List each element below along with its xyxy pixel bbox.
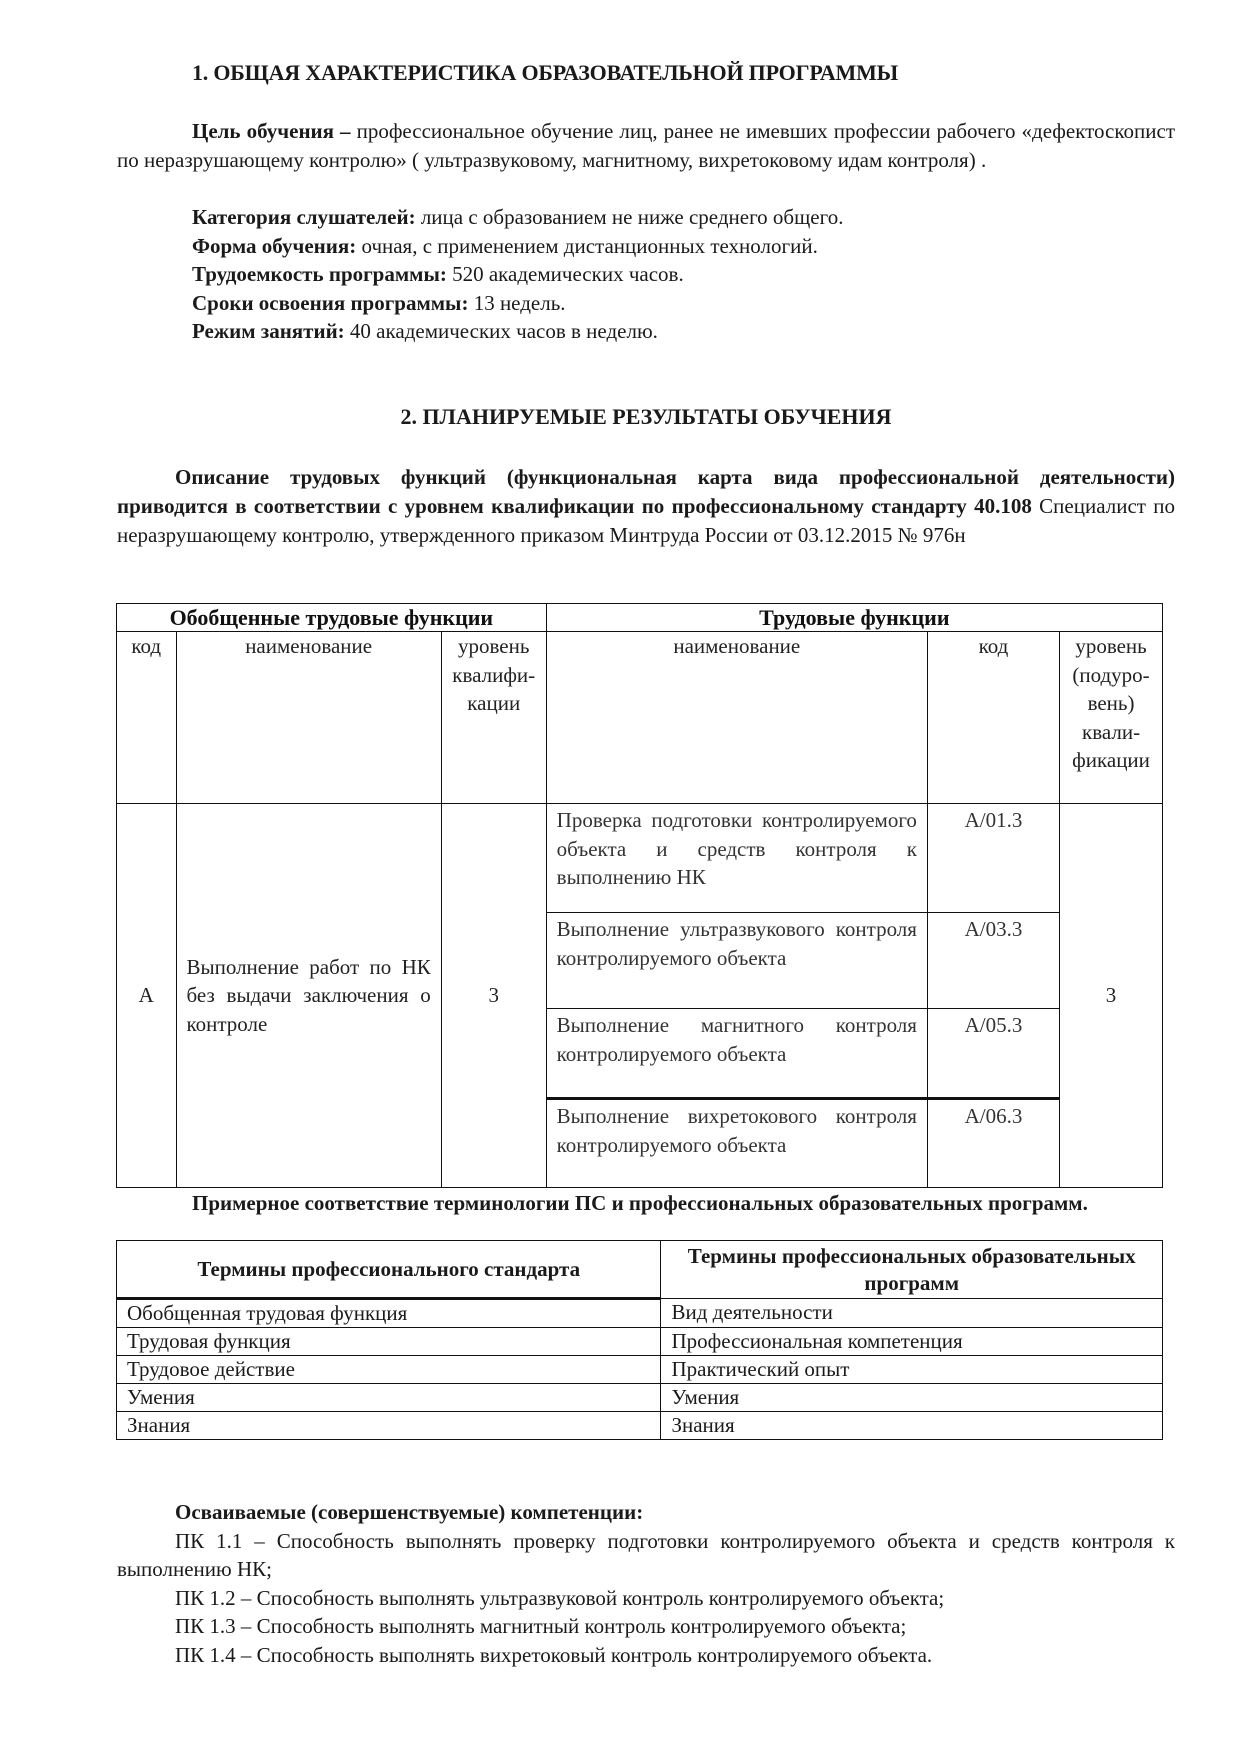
group-header-generalized: Обобщенные трудовые функции <box>117 604 547 632</box>
competency-item: ПК 1.3 – Способность выполнять магнитный контроль контролируемого объекта; <box>175 1614 907 1638</box>
column-header: наименование <box>546 632 927 804</box>
goal-label: Цель обучения – <box>192 119 351 143</box>
table-row <box>117 1412 1163 1440</box>
function-code: A/05.3 <box>927 1009 1059 1099</box>
fact-value: 520 академических часов. <box>446 262 684 286</box>
fact-label: Режим занятий: <box>192 319 345 343</box>
competencies-title: Осваиваемые (совершенствуемые) компетенции: <box>175 1500 644 1524</box>
competency-item: ПК 1.1 – Способность выполнять проверку подготовки контролируемого объекта и средств контроля к выполнению НК; <box>117 1528 1175 1581</box>
table-row <box>117 1299 1163 1328</box>
group-header-functions: Трудовые функции <box>546 604 1162 632</box>
generalized-name: Выполнение работ по НК без выдачи заключения о контроле <box>176 804 441 1188</box>
functions-level: 3 <box>1060 804 1163 1188</box>
terminology-intro-text: Примерное соответствие терминологии ПС и профессиональных образовательных программ. <box>192 1191 1088 1215</box>
column-header: уровень (подуро-вень) квали-фикации <box>1060 632 1163 804</box>
generalized-level: 3 <box>441 804 546 1188</box>
functions-description-paragraph <box>117 463 1175 550</box>
fact-duration <box>192 289 843 318</box>
column-header: код <box>927 632 1059 804</box>
section-1-heading: 1. ОБЩАЯ ХАРАКТЕРИСТИКА ОБРАЗОВАТЕЛЬНОЙ ПРОГРАММЫ <box>192 60 899 85</box>
fact-workload <box>192 260 843 289</box>
function-name: Выполнение ультразвукового контроля контролируемого объекта <box>546 913 927 1009</box>
ps-term: Трудовое действие <box>117 1356 661 1384</box>
function-code: A/01.3 <box>927 804 1059 913</box>
column-header: наименование <box>176 632 441 804</box>
fact-label: Категория слушателей: <box>192 205 416 229</box>
training-goal-paragraph <box>117 117 1175 175</box>
competency-item: ПК 1.2 – Способность выполнять ультразвуковой контроль контролируемого объекта; <box>175 1585 945 1610</box>
ps-term: Обобщенная трудовая функция <box>117 1299 661 1328</box>
edu-term: Практический опыт <box>661 1356 1163 1384</box>
column-header: Термины профессионального стандарта <box>117 1241 661 1299</box>
function-name: Выполнение магнитного контроля контролируемого объекта <box>546 1009 927 1099</box>
generalized-code: А <box>117 804 177 1188</box>
function-name: Проверка подготовки контролируемого объекта и средств контроля к выполнению НК <box>546 804 927 913</box>
competencies-section <box>117 1498 1175 1669</box>
fact-label: Форма обучения: <box>192 233 357 258</box>
fact-form <box>192 232 843 261</box>
fact-schedule <box>192 317 843 346</box>
function-name: Выполнение вихретокового контроля контролируемого объекта <box>546 1099 927 1188</box>
fact-value: очная, с применением дистанционных технологий. <box>356 233 818 258</box>
ps-term: Трудовая функция <box>117 1328 661 1356</box>
fact-value: 40 академических часов в неделю. <box>344 319 658 343</box>
terminology-intro <box>117 1190 1175 1217</box>
table-row <box>117 1356 1163 1384</box>
edu-term: Вид деятельности <box>661 1299 1163 1328</box>
functions-table <box>116 603 1163 1188</box>
desc-bold: Описание трудовых функций (функциональная карта вида профессиональной деятельности) приводится в соответствии с уровнем квалификации по профессиональному стандарту 40.108 <box>117 465 1175 518</box>
desc-text: Специалист по неразрушающему контролю, утвержденного приказом Минтруда России от 03.12.2015 № 976н <box>117 494 1175 547</box>
fact-value: лица с образованием не ниже среднего общего. <box>415 205 844 229</box>
edu-term: Знания <box>661 1412 1163 1440</box>
function-code: A/03.3 <box>927 913 1059 1009</box>
ps-term: Умения <box>117 1384 661 1412</box>
fact-label: Сроки освоения программы: <box>192 290 469 315</box>
fact-audience <box>192 203 843 232</box>
competency-item: ПК 1.4 – Способность выполнять вихретоковый контроль контролируемого объекта. <box>175 1642 933 1667</box>
program-facts <box>192 203 843 346</box>
function-code: A/06.3 <box>927 1099 1059 1188</box>
column-header: Термины профессиональных образовательных программ <box>661 1241 1163 1299</box>
table-row <box>117 1328 1163 1356</box>
section-2-heading: 2. ПЛАНИРУЕМЫЕ РЕЗУЛЬТАТЫ ОБУЧЕНИЯ <box>400 404 892 429</box>
column-header: уровень квалифи-кации <box>441 632 546 804</box>
column-header: код <box>117 632 177 804</box>
terminology-table <box>116 1240 1163 1440</box>
ps-term: Знания <box>117 1412 661 1440</box>
fact-label: Трудоемкость программы: <box>192 262 447 286</box>
fact-value: 13 недель. <box>468 290 566 315</box>
goal-text: профессиональное обучение лиц, ранее не имевших профессии рабочего «дефектоскопист по неразрушающему контролю» ( ультразвуковому, магнитному, вихретоковому идам контроля) . <box>117 119 1175 172</box>
table-row <box>117 804 1163 913</box>
edu-term: Профессиональная компетенция <box>661 1328 1163 1356</box>
edu-term: Умения <box>661 1384 1163 1412</box>
table-row <box>117 1384 1163 1412</box>
